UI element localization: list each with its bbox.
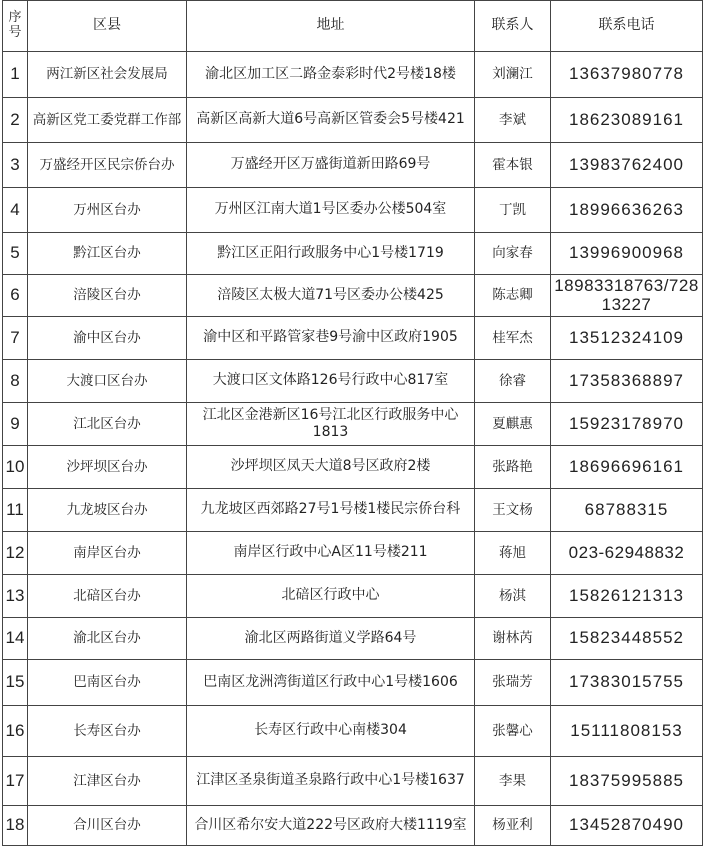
row-no: 7 bbox=[3, 317, 28, 360]
table-row bbox=[3, 706, 703, 757]
row-district: 北碚区台办 bbox=[28, 575, 187, 618]
contact-table bbox=[2, 0, 703, 846]
row-address: 江津区圣泉街道圣泉路行政中心1号楼1637 bbox=[187, 757, 475, 806]
table-row bbox=[3, 403, 703, 446]
table-row bbox=[3, 275, 703, 317]
row-contact: 李斌 bbox=[475, 98, 551, 143]
row-address: 黔江区正阳行政服务中心1号楼1719 bbox=[187, 233, 475, 275]
row-contact: 张馨心 bbox=[475, 706, 551, 757]
row-contact: 谢林芮 bbox=[475, 618, 551, 660]
row-district: 渝中区台办 bbox=[28, 317, 187, 360]
row-address: 渝北区两路街道义学路64号 bbox=[187, 618, 475, 660]
row-phone: 023-62948832 bbox=[551, 532, 703, 575]
header-address: 地址 bbox=[187, 1, 475, 52]
row-address: 万州区江南大道1号区委办公楼504室 bbox=[187, 188, 475, 233]
table-row bbox=[3, 532, 703, 575]
row-district: 沙坪坝区台办 bbox=[28, 446, 187, 489]
table-row bbox=[3, 660, 703, 706]
row-phone: 13452870490 bbox=[551, 806, 703, 846]
row-no: 16 bbox=[3, 706, 28, 757]
row-contact: 王文杨 bbox=[475, 489, 551, 532]
row-phone: 13996900968 bbox=[551, 233, 703, 275]
row-no: 11 bbox=[3, 489, 28, 532]
row-contact: 桂军杰 bbox=[475, 317, 551, 360]
row-contact: 张路艳 bbox=[475, 446, 551, 489]
row-address: 长寿区行政中心南楼304 bbox=[187, 706, 475, 757]
row-phone: 17358368897 bbox=[551, 360, 703, 403]
row-phone: 17383015755 bbox=[551, 660, 703, 706]
row-contact: 丁凯 bbox=[475, 188, 551, 233]
row-contact: 霍本银 bbox=[475, 143, 551, 188]
row-phone: 68788315 bbox=[551, 489, 703, 532]
table-row bbox=[3, 52, 703, 98]
table-row bbox=[3, 446, 703, 489]
row-address: 北碚区行政中心 bbox=[187, 575, 475, 618]
row-contact: 李果 bbox=[475, 757, 551, 806]
row-address: 渝北区加工区二路金泰彩时代2号楼18楼 bbox=[187, 52, 475, 98]
row-district: 南岸区台办 bbox=[28, 532, 187, 575]
table-row bbox=[3, 233, 703, 275]
header-district: 区县 bbox=[28, 1, 187, 52]
table-row bbox=[3, 575, 703, 618]
row-district: 黔江区台办 bbox=[28, 233, 187, 275]
row-district: 江津区台办 bbox=[28, 757, 187, 806]
row-address: 九龙坡区西郊路27号1号楼1楼民宗侨台科 bbox=[187, 489, 475, 532]
table-row bbox=[3, 188, 703, 233]
header-contact: 联系人 bbox=[475, 1, 551, 52]
row-no: 12 bbox=[3, 532, 28, 575]
row-district: 涪陵区台办 bbox=[28, 275, 187, 317]
row-contact: 刘澜江 bbox=[475, 52, 551, 98]
row-phone: 13512324109 bbox=[551, 317, 703, 360]
row-district: 渝北区台办 bbox=[28, 618, 187, 660]
row-phone: 13983762400 bbox=[551, 143, 703, 188]
row-no: 8 bbox=[3, 360, 28, 403]
header-no: 序号 bbox=[3, 1, 28, 52]
row-phone: 15111808153 bbox=[551, 706, 703, 757]
row-contact: 蒋旭 bbox=[475, 532, 551, 575]
row-district: 巴南区台办 bbox=[28, 660, 187, 706]
header-row bbox=[3, 1, 703, 52]
row-phone: 18983318763/72813227 bbox=[551, 275, 703, 317]
table-row bbox=[3, 98, 703, 143]
row-address: 南岸区行政中心A区11号楼211 bbox=[187, 532, 475, 575]
row-district: 万州区台办 bbox=[28, 188, 187, 233]
row-contact: 向家春 bbox=[475, 233, 551, 275]
row-phone: 18623089161 bbox=[551, 98, 703, 143]
row-no: 5 bbox=[3, 233, 28, 275]
header-phone: 联系电话 bbox=[551, 1, 703, 52]
table-row bbox=[3, 757, 703, 806]
row-phone: 15826121313 bbox=[551, 575, 703, 618]
row-no: 10 bbox=[3, 446, 28, 489]
row-no: 14 bbox=[3, 618, 28, 660]
table-row bbox=[3, 317, 703, 360]
row-district: 长寿区台办 bbox=[28, 706, 187, 757]
row-no: 6 bbox=[3, 275, 28, 317]
row-district: 九龙坡区台办 bbox=[28, 489, 187, 532]
row-district: 万盛经开区民宗侨台办 bbox=[28, 143, 187, 188]
row-district: 大渡口区台办 bbox=[28, 360, 187, 403]
table-row bbox=[3, 143, 703, 188]
row-address: 合川区希尔安大道222号区政府大楼1119室 bbox=[187, 806, 475, 846]
row-address: 涪陵区太极大道71号区委办公楼425 bbox=[187, 275, 475, 317]
row-district: 高新区党工委党群工作部 bbox=[28, 98, 187, 143]
row-contact: 陈志卿 bbox=[475, 275, 551, 317]
row-phone: 13637980778 bbox=[551, 52, 703, 98]
row-address: 沙坪坝区凤天大道8号区政府2楼 bbox=[187, 446, 475, 489]
row-no: 1 bbox=[3, 52, 28, 98]
table-row bbox=[3, 360, 703, 403]
row-no: 9 bbox=[3, 403, 28, 446]
row-no: 2 bbox=[3, 98, 28, 143]
row-phone: 18696696161 bbox=[551, 446, 703, 489]
row-no: 18 bbox=[3, 806, 28, 846]
row-phone: 15923178970 bbox=[551, 403, 703, 446]
row-address: 巴南区龙洲湾街道区行政中心1号楼1606 bbox=[187, 660, 475, 706]
table-row bbox=[3, 618, 703, 660]
row-address: 渝中区和平路管家巷9号渝中区政府1905 bbox=[187, 317, 475, 360]
row-contact: 张瑞芳 bbox=[475, 660, 551, 706]
row-phone: 15823448552 bbox=[551, 618, 703, 660]
row-address: 高新区高新大道6号高新区管委会5号楼421 bbox=[187, 98, 475, 143]
row-phone: 18375995885 bbox=[551, 757, 703, 806]
table-body bbox=[3, 52, 703, 846]
row-contact: 夏麒惠 bbox=[475, 403, 551, 446]
row-no: 13 bbox=[3, 575, 28, 618]
table-header bbox=[3, 1, 703, 52]
row-district: 江北区台办 bbox=[28, 403, 187, 446]
row-phone: 18996636263 bbox=[551, 188, 703, 233]
row-contact: 杨淇 bbox=[475, 575, 551, 618]
row-district: 合川区台办 bbox=[28, 806, 187, 846]
row-no: 3 bbox=[3, 143, 28, 188]
row-no: 15 bbox=[3, 660, 28, 706]
row-address: 大渡口区文体路126号行政中心817室 bbox=[187, 360, 475, 403]
row-no: 17 bbox=[3, 757, 28, 806]
row-district: 两江新区社会发展局 bbox=[28, 52, 187, 98]
row-contact: 徐睿 bbox=[475, 360, 551, 403]
row-no: 4 bbox=[3, 188, 28, 233]
row-address: 万盛经开区万盛街道新田路69号 bbox=[187, 143, 475, 188]
table-row bbox=[3, 489, 703, 532]
row-contact: 杨亚利 bbox=[475, 806, 551, 846]
row-address: 江北区金港新区16号江北区行政服务中心1813 bbox=[187, 403, 475, 446]
table-row bbox=[3, 806, 703, 846]
